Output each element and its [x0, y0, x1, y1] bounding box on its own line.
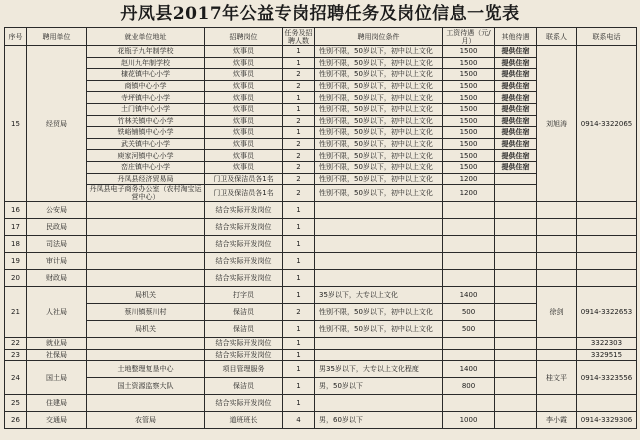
num-cell: 1 [283, 46, 315, 58]
header-cell: 其他待遇 [495, 28, 537, 46]
seq-cell: 26 [5, 412, 27, 429]
post-cell: 结合实际开发岗位 [205, 338, 283, 350]
num-cell: 4 [283, 412, 315, 429]
header-cell: 就业单位地址 [87, 28, 205, 46]
unit-cell: 铁峪铺镇中心小学 [87, 127, 205, 139]
phone-cell [577, 395, 637, 412]
org-cell: 经贸局 [27, 46, 87, 202]
other-cell [495, 338, 537, 350]
table-row [5, 349, 637, 361]
cond-cell: 35岁以下，大专以上文化 [315, 287, 443, 304]
contact-cell [537, 338, 577, 350]
phone-cell [577, 219, 637, 236]
num-cell: 2 [283, 161, 315, 173]
post-cell: 结合实际开发岗位 [205, 219, 283, 236]
table-row [5, 287, 637, 304]
other-cell [495, 378, 537, 395]
unit-cell: 商镇中心小学 [87, 80, 205, 92]
seq-cell: 18 [5, 236, 27, 253]
other-cell [495, 349, 537, 361]
num-cell: 1 [283, 92, 315, 104]
table-row [5, 46, 637, 58]
num-cell: 2 [283, 173, 315, 185]
cond-cell [315, 395, 443, 412]
cond-cell [315, 253, 443, 270]
seq-cell: 22 [5, 338, 27, 350]
unit-cell: 国土资源监察大队 [87, 378, 205, 395]
unit-cell: 丹凤县经济贸易局 [87, 173, 205, 185]
other-cell: 提供住宿 [495, 69, 537, 81]
num-cell: 1 [283, 103, 315, 115]
header-cell: 工资待遇（元/月） [443, 28, 495, 46]
phone-cell: 3322303 [577, 338, 637, 350]
seq-cell: 23 [5, 349, 27, 361]
unit-cell: 寺坪镇中心小学 [87, 92, 205, 104]
table-row [5, 202, 637, 219]
post-cell: 保洁员 [205, 378, 283, 395]
num-cell: 1 [283, 253, 315, 270]
contact-cell: 桂文平 [537, 361, 577, 395]
cond-cell: 男，60岁以下 [315, 412, 443, 429]
num-cell: 1 [283, 395, 315, 412]
org-cell: 社保局 [27, 349, 87, 361]
cond-cell: 性别不限，50岁以下，初中以上文化 [315, 127, 443, 139]
unit-cell: 土门镇中心小学 [87, 103, 205, 115]
unit-cell: 棣花镇中心小学 [87, 69, 205, 81]
phone-cell: 3329515 [577, 349, 637, 361]
unit-cell [87, 338, 205, 350]
post-cell: 保洁员 [205, 321, 283, 338]
other-cell [495, 395, 537, 412]
job-table [4, 27, 637, 429]
pay-cell [443, 349, 495, 361]
cond-cell: 性别不限，50岁以下，初中以上文化 [315, 138, 443, 150]
post-cell: 保洁员 [205, 304, 283, 321]
cond-cell: 性别不限，50岁以下，初中以上文化 [315, 46, 443, 58]
unit-cell [87, 270, 205, 287]
pay-cell: 1500 [443, 161, 495, 173]
other-cell: 提供住宿 [495, 150, 537, 162]
other-cell [495, 287, 537, 304]
unit-cell [87, 349, 205, 361]
cond-cell: 性别不限，50岁以下，初中以上文化 [315, 161, 443, 173]
pay-cell [443, 395, 495, 412]
pay-cell: 1500 [443, 92, 495, 104]
header-cell: 招聘岗位 [205, 28, 283, 46]
other-cell: 提供住宿 [495, 46, 537, 58]
pay-cell: 1500 [443, 69, 495, 81]
pay-cell: 1500 [443, 150, 495, 162]
table-row [5, 253, 637, 270]
unit-cell: 局机关 [87, 287, 205, 304]
other-cell [495, 185, 537, 202]
post-cell: 结合实际开发岗位 [205, 395, 283, 412]
post-cell: 炊事员 [205, 69, 283, 81]
cond-cell: 男35岁以下，大专以上文化程度 [315, 361, 443, 378]
unit-cell: 农管局 [87, 412, 205, 429]
num-cell: 1 [283, 378, 315, 395]
unit-cell: 丹凤县电子商务办公室（农村淘宝运营中心） [87, 185, 205, 202]
pay-cell: 800 [443, 378, 495, 395]
seq-cell: 16 [5, 202, 27, 219]
contact-cell [537, 349, 577, 361]
seq-cell: 25 [5, 395, 27, 412]
post-cell: 炊事员 [205, 57, 283, 69]
phone-cell [577, 202, 637, 219]
seq-cell: 15 [5, 46, 27, 202]
cond-cell [315, 236, 443, 253]
phone-cell [577, 253, 637, 270]
table-row [5, 270, 637, 287]
cond-cell: 男，50岁以下 [315, 378, 443, 395]
org-cell: 公安局 [27, 202, 87, 219]
pay-cell: 1500 [443, 57, 495, 69]
cond-cell [315, 338, 443, 350]
document-title: 丹凤县2017年公益专岗招聘任务及岗位信息一览表 [120, 4, 520, 24]
pay-cell: 500 [443, 321, 495, 338]
post-cell: 结合实际开发岗位 [205, 349, 283, 361]
table-row [5, 236, 637, 253]
org-cell: 人社局 [27, 287, 87, 338]
unit-cell: 庾家河镇中心小学 [87, 150, 205, 162]
num-cell: 1 [283, 338, 315, 350]
post-cell: 门卫及保洁员各1名 [205, 185, 283, 202]
phone-cell: 0914-3322065 [577, 46, 637, 202]
header-cell: 序号 [5, 28, 27, 46]
unit-cell [87, 219, 205, 236]
contact-cell [537, 253, 577, 270]
other-cell: 提供住宿 [495, 103, 537, 115]
post-cell: 结合实际开发岗位 [205, 202, 283, 219]
cond-cell: 性别不限，50岁以下，初中以上文化 [315, 103, 443, 115]
unit-cell: 土地整理复垦中心 [87, 361, 205, 378]
num-cell: 2 [283, 304, 315, 321]
header-cell: 聘用岗位条件 [315, 28, 443, 46]
phone-cell: 0914-3322653 [577, 287, 637, 338]
cond-cell: 性别不限，50岁以下，初中以上文化 [315, 57, 443, 69]
pay-cell: 1400 [443, 361, 495, 378]
cond-cell: 性别不限，50岁以下，初中以上文化 [315, 150, 443, 162]
post-cell: 炊事员 [205, 115, 283, 127]
contact-cell [537, 236, 577, 253]
other-cell: 提供住宿 [495, 80, 537, 92]
post-cell: 炊事员 [205, 92, 283, 104]
other-cell: 提供住宿 [495, 138, 537, 150]
unit-cell [87, 395, 205, 412]
header-cell: 聘用单位 [27, 28, 87, 46]
phone-cell [577, 270, 637, 287]
org-cell: 司法局 [27, 236, 87, 253]
pay-cell: 1200 [443, 173, 495, 185]
pay-cell [443, 236, 495, 253]
post-cell: 道班班长 [205, 412, 283, 429]
num-cell: 1 [283, 287, 315, 304]
num-cell: 2 [283, 185, 315, 202]
phone-cell: 0914-3323556 [577, 361, 637, 395]
cond-cell: 性别不限，50岁以下，初中以上文化 [315, 173, 443, 185]
other-cell [495, 304, 537, 321]
num-cell: 1 [283, 349, 315, 361]
unit-cell: 武关镇中心小学 [87, 138, 205, 150]
other-cell [495, 270, 537, 287]
cond-cell: 性别不限，50岁以下，初中以上文化 [315, 115, 443, 127]
unit-cell: 竹林关镇中心小学 [87, 115, 205, 127]
post-cell: 炊事员 [205, 103, 283, 115]
table-row [5, 219, 637, 236]
cond-cell: 性别不限，50岁以下，初中以上文化 [315, 92, 443, 104]
pay-cell [443, 253, 495, 270]
other-cell: 提供住宿 [495, 115, 537, 127]
header-cell: 任务及招聘人数 [284, 28, 313, 45]
post-cell: 打字员 [205, 287, 283, 304]
pay-cell [443, 202, 495, 219]
pay-cell: 1500 [443, 127, 495, 139]
post-cell: 炊事员 [205, 127, 283, 139]
phone-cell: 0914-3329306 [577, 412, 637, 429]
org-cell: 交通局 [27, 412, 87, 429]
pay-cell: 1500 [443, 103, 495, 115]
cond-cell: 性别不限，50岁以下，初中以上文化 [315, 321, 443, 338]
unit-cell: 局机关 [87, 321, 205, 338]
post-cell: 炊事员 [205, 46, 283, 58]
contact-cell [537, 202, 577, 219]
post-cell: 项目管理服务 [205, 361, 283, 378]
seq-cell: 21 [5, 287, 27, 338]
other-cell [495, 253, 537, 270]
org-cell: 国土局 [27, 361, 87, 395]
contact-cell [537, 270, 577, 287]
post-cell: 结合实际开发岗位 [205, 270, 283, 287]
num-cell: 1 [283, 236, 315, 253]
pay-cell: 1000 [443, 412, 495, 429]
pay-cell [443, 219, 495, 236]
seq-cell: 17 [5, 219, 27, 236]
header-cell: 联系电话 [577, 28, 637, 46]
num-cell: 2 [283, 115, 315, 127]
seq-cell: 20 [5, 270, 27, 287]
num-cell: 2 [283, 150, 315, 162]
header-cell: 联系人 [537, 28, 577, 46]
other-cell: 提供住宿 [495, 92, 537, 104]
num-cell: 1 [283, 127, 315, 139]
pay-cell [443, 270, 495, 287]
other-cell [495, 236, 537, 253]
num-cell: 1 [283, 270, 315, 287]
other-cell [495, 361, 537, 378]
table-row [5, 412, 637, 429]
post-cell: 结合实际开发岗位 [205, 253, 283, 270]
pay-cell: 1500 [443, 115, 495, 127]
unit-cell: 峦庄镇中心小学 [87, 161, 205, 173]
pay-cell: 500 [443, 304, 495, 321]
cond-cell [315, 202, 443, 219]
other-cell: 提供住宿 [495, 127, 537, 139]
cond-cell [315, 349, 443, 361]
other-cell [495, 202, 537, 219]
cond-cell [315, 270, 443, 287]
phone-cell [577, 236, 637, 253]
cond-cell: 性别不限，50岁以下，初中以上文化 [315, 304, 443, 321]
cond-cell: 性别不限，50岁以下，初中以上文化 [315, 185, 443, 202]
contact-cell [537, 395, 577, 412]
cond-cell: 性别不限，50岁以下，初中以上文化 [315, 69, 443, 81]
pay-cell: 1500 [443, 46, 495, 58]
org-cell: 住建局 [27, 395, 87, 412]
num-cell: 1 [283, 202, 315, 219]
other-cell [495, 173, 537, 185]
post-cell: 炊事员 [205, 138, 283, 150]
other-cell: 提供住宿 [495, 57, 537, 69]
seq-cell: 19 [5, 253, 27, 270]
org-cell: 民政局 [27, 219, 87, 236]
post-cell: 炊事员 [205, 80, 283, 92]
table-row [5, 338, 637, 350]
post-cell: 炊事员 [205, 150, 283, 162]
other-cell [495, 412, 537, 429]
cond-cell: 性别不限，50岁以下，初中以上文化 [315, 80, 443, 92]
unit-cell [87, 253, 205, 270]
num-cell: 1 [283, 361, 315, 378]
cond-cell [315, 219, 443, 236]
num-cell: 2 [283, 69, 315, 81]
pay-cell: 1500 [443, 80, 495, 92]
num-cell: 2 [283, 80, 315, 92]
org-cell: 审计局 [27, 253, 87, 270]
unit-cell: 蔡川镇蔡川村 [87, 304, 205, 321]
post-cell: 结合实际开发岗位 [205, 236, 283, 253]
pay-cell: 1400 [443, 287, 495, 304]
num-cell: 2 [283, 138, 315, 150]
post-cell: 炊事员 [205, 161, 283, 173]
unit-cell [87, 202, 205, 219]
num-cell: 1 [283, 57, 315, 69]
contact-cell [537, 219, 577, 236]
other-cell: 提供住宿 [495, 161, 537, 173]
org-cell: 财政局 [27, 270, 87, 287]
post-cell: 门卫及保洁员各1名 [205, 173, 283, 185]
other-cell [495, 219, 537, 236]
contact-cell: 刘旭涛 [537, 46, 577, 202]
table-row [5, 361, 637, 378]
unit-cell: 花瓶子九年制学校 [87, 46, 205, 58]
pay-cell: 1500 [443, 138, 495, 150]
table-row [5, 395, 637, 412]
num-cell: 1 [283, 321, 315, 338]
pay-cell: 1200 [443, 185, 495, 202]
contact-cell: 徐剑 [537, 287, 577, 338]
seq-cell: 24 [5, 361, 27, 395]
header-row [5, 28, 637, 46]
contact-cell: 李小霞 [537, 412, 577, 429]
other-cell [495, 321, 537, 338]
num-cell: 1 [283, 219, 315, 236]
pay-cell [443, 338, 495, 350]
org-cell: 就业局 [27, 338, 87, 350]
unit-cell [87, 236, 205, 253]
unit-cell: 赵川九年制学校 [87, 57, 205, 69]
